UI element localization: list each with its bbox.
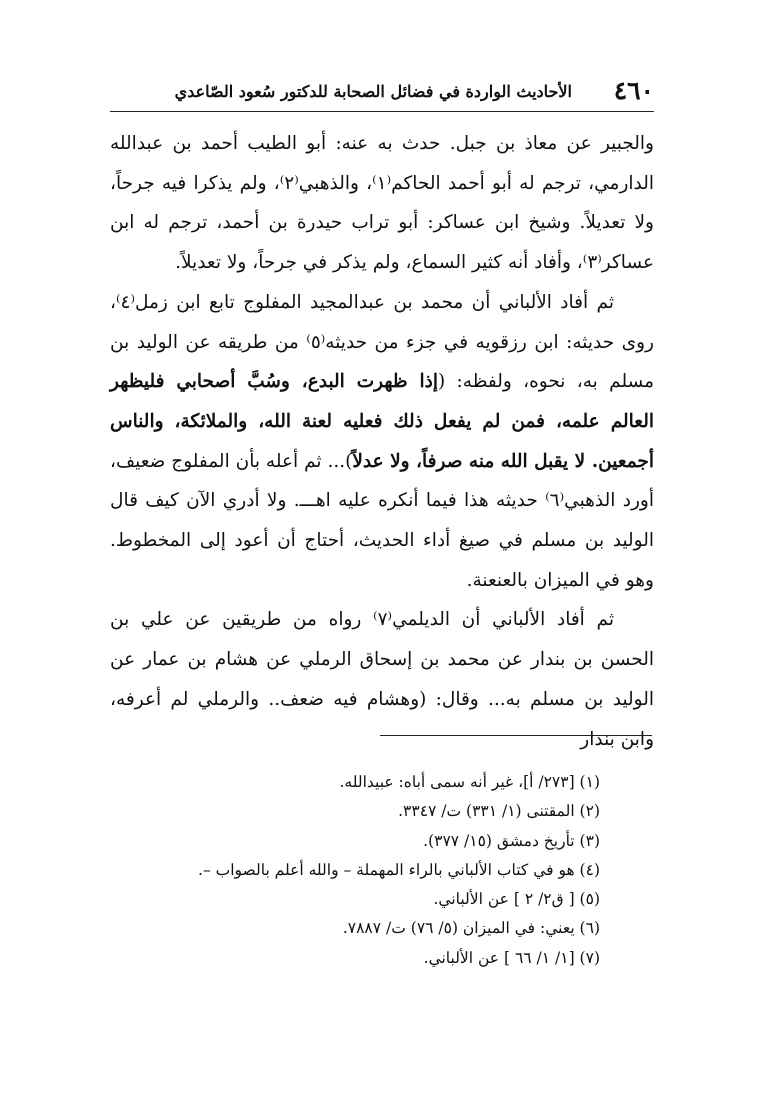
footnote-separator — [380, 735, 652, 736]
page-number: ٤٦٠ — [613, 76, 654, 105]
paragraph-2-intro: ثم أفاد الألباني أن محمد بن عبدالمجيد المفلوج تابع ابن زمل⁽٤⁾، روى حديثه: ابن رزقويه في جزء من حديثه⁽٥⁾ من طريقه عن الوليد بن مسلم به، نحوه، ولفظه: ( — [110, 291, 655, 393]
running-title: الأحاديث الواردة في فضائل الصحابة للدكتور سُعود الصّاعدي — [174, 82, 572, 101]
paragraph-1: والجبير عن معاذ بن جبل. حدث به عنه: أبو الطيب أحمد بن عبدالله الدارمي، ترجم له أبو أحمد الحاكم⁽١⁾، والذهبي⁽٢⁾، ولم يذكرا فيه جرحاً، ولا تعديلاً. وشيخ ابن عساكر: أبو تراب حيدرة بن أحمد، ترجم له ابن عساكر⁽٣⁾، وأفاد أنه كثير السماع، ولم يذكر في جرحاً، ولا تعديلاً. — [110, 133, 655, 274]
paragraph-2 — [110, 283, 654, 601]
paragraph-3: ثم أفاد الألباني أن الديلمي⁽٧⁾ رواه من طريقين عن علي بن الحسن بن بندار عن محمد بن إسحاق الرملي عن هشام بن عمار عن الوليد بن مسلم به... وقال: (وهشام فيه ضعف.. والرملي لم أعرفه، وابن بندار — [110, 609, 654, 750]
footnote-4: (٤) هو في كتاب الألباني بالراء المهملة – والله أعلم بالصواب –. — [198, 860, 600, 879]
hadith-quote: إذا ظهرت البدع، وسُبَّ أصحابي فليظهر العالم علمه، فمن لم يفعل ذلك فعليه لعنة الله، والملائكة، والناس أجمعين. لا يقبل الله منه صرفاً، ولا عدلاً — [110, 371, 655, 472]
footnote-5: (٥) [ ق٢/ ٢ ] عن الألباني. — [433, 890, 600, 909]
footnote-3: (٣) تأريخ دمشق (١٥/ ٣٧٧). — [423, 831, 600, 850]
footnote-1: (١) [٢٧٣/ أ]، غير أنه سمى أباه: عبيدالله. — [339, 773, 600, 791]
paragraph-2-rest: )... ثم أعله بأن المفلوج ضعيف، أورد الذهبي⁽٦⁾ حديثه هذا فيما أنكره عليه اهـــ. ولا أدري الآن كيف قال الوليد بن مسلم في صيغ أداء الحديث، أحتاج أن أعود إلى المخطوط. وهو في الميزان بالعنعنة. — [110, 450, 654, 591]
page-header — [110, 70, 654, 112]
footnotes-list — [110, 768, 600, 973]
header-rule — [110, 111, 654, 112]
footnote-6: (٦) يعني: في الميزان (٥/ ٧٦) ت/ ٧٨٨٧. — [342, 919, 600, 938]
footnote-2: (٢) المقتنى (١/ ٣٣١) ت/ ٣٣٤٧. — [398, 802, 600, 821]
footnote-7: (٧) [١/ ١/ ٦٦ ] عن الألباني. — [423, 948, 600, 967]
main-text — [110, 124, 654, 759]
